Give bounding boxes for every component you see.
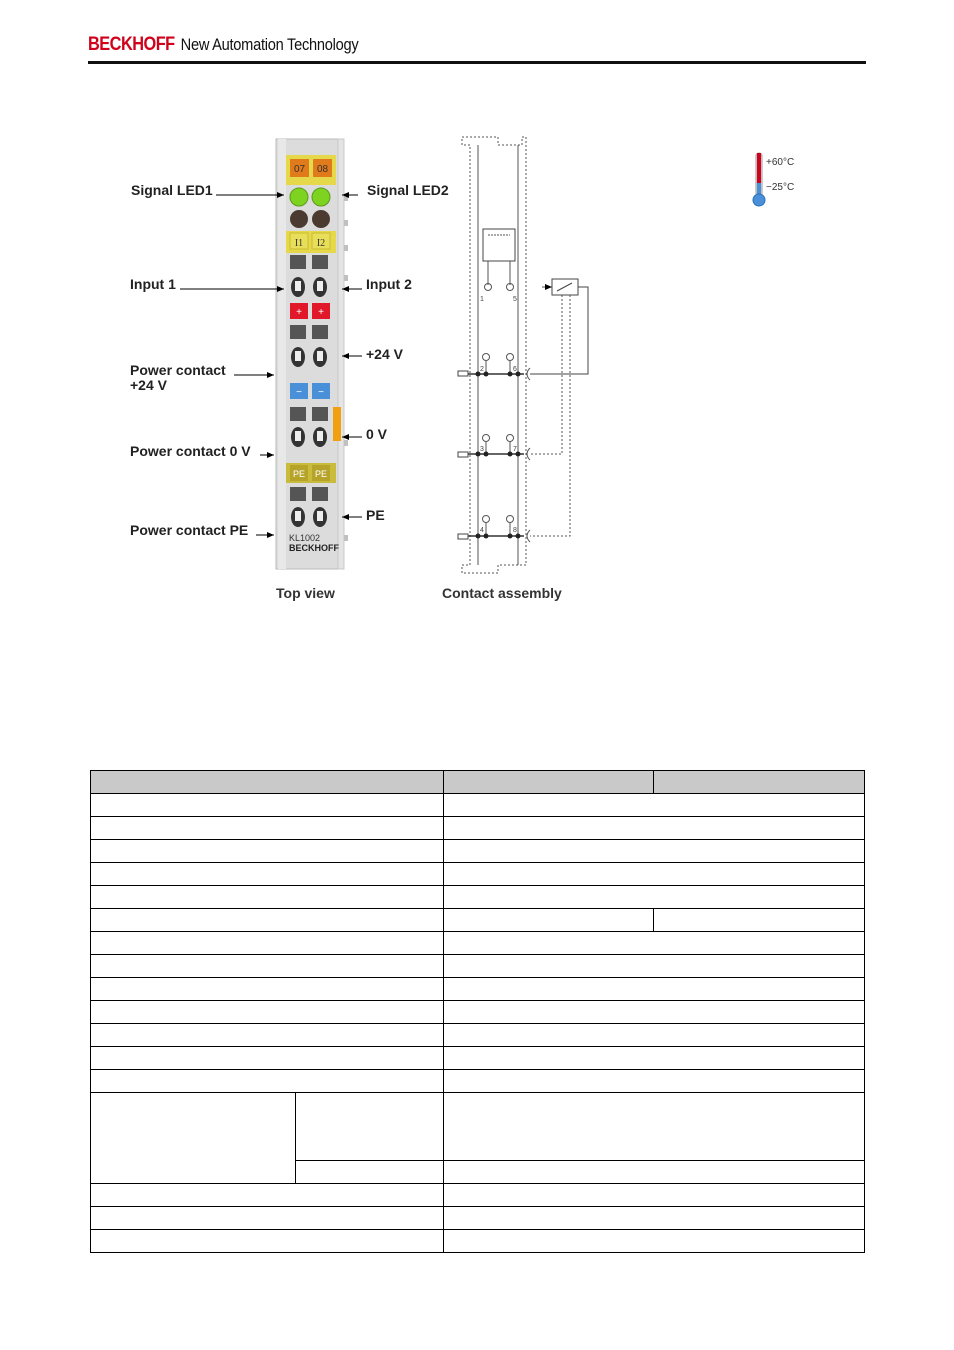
label-plus-24v: +24 V: [366, 346, 403, 362]
contact-assembly-diagram: [458, 137, 588, 573]
svg-text:−: −: [318, 387, 324, 398]
label-signal-led1: Signal LED1: [131, 182, 213, 198]
brand-logo: [88, 34, 358, 56]
technical-data-table: [90, 770, 865, 1253]
label-pe: PE: [366, 507, 385, 523]
table-header-cell: [91, 771, 444, 794]
table-row: [91, 863, 865, 886]
svg-text:4: 4: [480, 527, 484, 534]
svg-text:PE: PE: [292, 469, 306, 479]
table-row: [91, 1001, 865, 1024]
svg-text:7: 7: [513, 446, 517, 453]
module-name: KL1002: [289, 533, 321, 543]
label-input2: Input 2: [366, 276, 412, 292]
table-row: [91, 840, 865, 863]
table-row: [91, 955, 865, 978]
module-label-i2: I2: [316, 238, 326, 249]
table-row: [91, 817, 865, 840]
table-row: [91, 978, 865, 1001]
temperature-max: +60°C: [766, 157, 795, 168]
page-header: [88, 30, 866, 66]
table-row: [91, 1093, 865, 1161]
module-label-i1: I1: [294, 238, 304, 249]
module-label-07: 07: [293, 164, 306, 175]
terminal-module: [276, 139, 348, 569]
table-row: [91, 1047, 865, 1070]
table-row: [91, 1230, 865, 1253]
caption-contact-assembly: Contact assembly: [442, 585, 562, 601]
table-row: [91, 932, 865, 955]
led1-green: [290, 188, 308, 206]
svg-text:3: 3: [480, 446, 484, 453]
svg-text:PE: PE: [314, 469, 328, 479]
brand-name: BECKHOFF: [88, 34, 175, 55]
svg-text:+: +: [318, 307, 324, 318]
table-header-cell: [654, 771, 865, 794]
label-power-contact-0v: Power contact 0 V: [130, 443, 251, 459]
label-signal-led2: Signal LED2: [367, 182, 449, 198]
module-label-08: 08: [316, 164, 329, 175]
header-rule: [88, 61, 866, 64]
svg-text:8: 8: [513, 527, 517, 534]
product-figure: [100, 125, 820, 615]
table-row: [91, 794, 865, 817]
label-input1: Input 1: [130, 276, 176, 292]
svg-text:1: 1: [480, 296, 484, 303]
table-header-row: [91, 771, 865, 794]
table-row: [91, 1207, 865, 1230]
table-row: [91, 1024, 865, 1047]
svg-text:+: +: [296, 307, 302, 318]
brand-tagline: New Automation Technology: [180, 35, 359, 54]
temperature-min: −25°C: [766, 182, 795, 193]
label-0v: 0 V: [366, 426, 388, 442]
svg-text:5: 5: [513, 296, 517, 303]
svg-text:−: −: [296, 387, 302, 398]
table-header-cell: [444, 771, 654, 794]
table-row: [91, 909, 865, 932]
svg-text:6: 6: [513, 366, 517, 373]
table-row: [91, 1184, 865, 1207]
module-brand: BECKHOFF: [289, 543, 339, 553]
terminal-numbers: [480, 296, 517, 534]
led2-green: [312, 188, 330, 206]
table-row: [91, 886, 865, 909]
svg-text:2: 2: [480, 366, 484, 373]
caption-top-view: Top view: [276, 585, 335, 601]
thermometer-icon: [753, 153, 794, 206]
label-power-contact-pe: Power contact PE: [130, 522, 249, 538]
table-row: [91, 1070, 865, 1093]
label-power-contact-24v: Power contact +24 V: [130, 362, 226, 393]
